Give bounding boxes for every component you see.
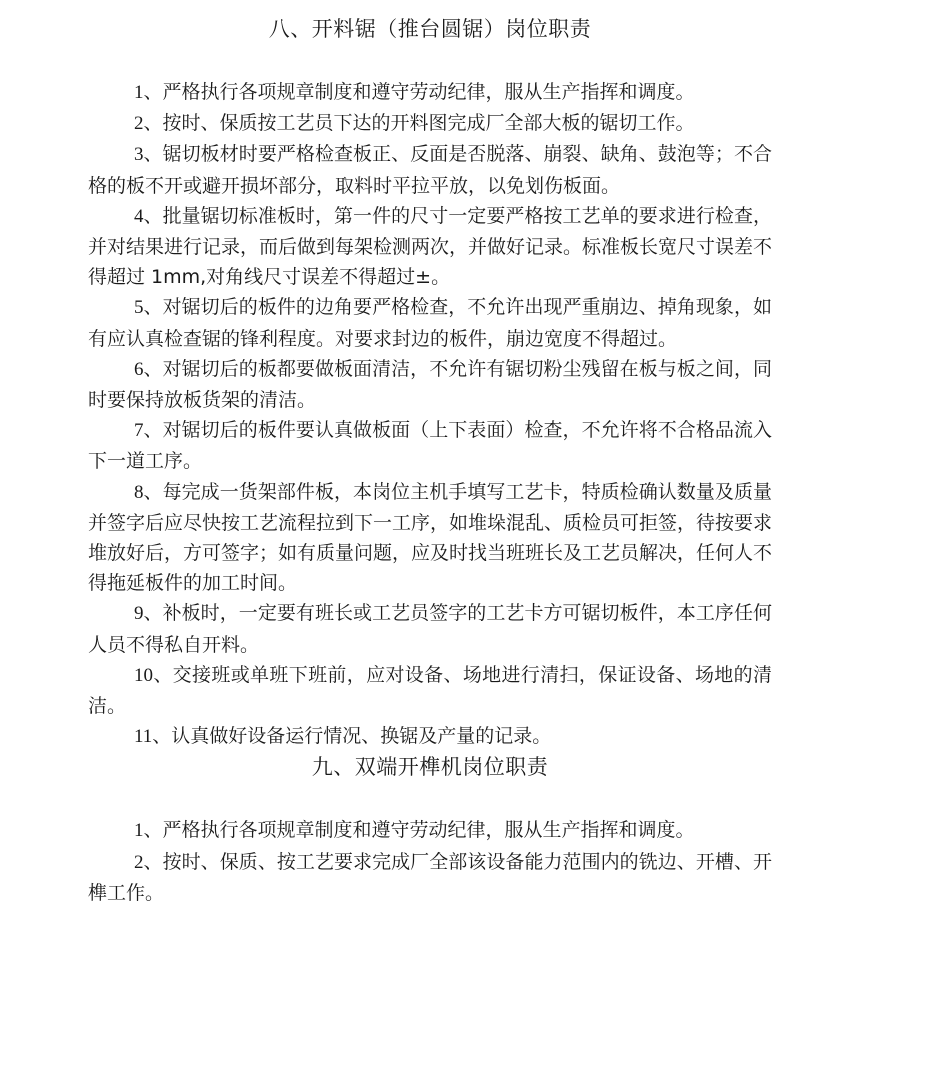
duty-item-8-4: 4、批量锯切标准板时，第一件的尺寸一定要严格按工艺单的要求进行检查，并对结果进行记录，而后做到每架检测两次，并做好记录。标准板长宽尺寸误差不得超过 1mm,对角线尺寸误差不得超过±。 <box>88 204 773 289</box>
section-title-9: 九、双端开榫机岗位职责 <box>311 755 549 780</box>
section-spacer <box>88 44 772 77</box>
duty-item-8-5: 5、对锯切后的板件的边角要严格检查，不允许出现严重崩边、掉角现象，如有应认真检查锯的锋利程度。对要求封边的板件，崩边宽度不得超过。 <box>88 296 772 350</box>
duty-item-8-6: 6、对锯切后的板都要做板面清洁，不允许有锯切粉尘残留在板与板之间，同时要保持放板货架的清洁。 <box>88 357 772 412</box>
duty-item-9-1: 1、严格执行各项规章制度和遵守劳动纪律，服从生产指挥和调度。 <box>134 819 695 842</box>
duty-item-8-8: 8、每完成一货架部件板，本岗位主机手填写工艺卡，特质检确认数量及质量并签字后应尽快按工艺流程拉到下一工序，如堆垛混乱、质检员可拒签，待按要求堆放好后，方可签字；如有质量问题，应及时找当班班长及工艺员解决，任何人不得拖延板件的加工时间。 <box>88 480 773 595</box>
section-title-8: 八、开料锯（推台圆锯）岗位职责 <box>268 17 592 41</box>
document-page <box>88 14 772 908</box>
duty-item-8-9: 9、补板时，一定要有班长或工艺员签字的工艺卡方可锯切板件，本工序任何人员不得私自开料。 <box>88 602 772 656</box>
duty-item-9-2: 2、按时、保质、按工艺要求完成厂全部该设备能力范围内的铣边、开槽、开榫工作。 <box>88 850 772 904</box>
section-spacer <box>88 782 772 815</box>
duty-item-8-2: 2、按时、保质按工艺员下达的开料图完成厂全部大板的锯切工作。 <box>134 112 695 135</box>
duty-item-8-1: 1、严格执行各项规章制度和遵守劳动纪律，服从生产指挥和调度。 <box>134 81 695 103</box>
duty-item-8-11: 11、认真做好设备运行情况、换锯及产量的记录。 <box>134 725 552 748</box>
duty-item-8-3: 3、锯切板材时要严格检查板正、反面是否脱落、崩裂、缺角、鼓泡等；不合格的板不开或避开损坏部分，取料时平拉平放，以免划伤板面。 <box>88 143 772 197</box>
duty-item-8-10: 10、交接班或单班下班前，应对设备、场地进行清扫，保证设备、场地的清洁。 <box>88 663 772 718</box>
duty-item-8-7: 7、对锯切后的板件要认真做板面（上下表面）检查，不允许将不合格品流入下一道工序。 <box>88 419 772 473</box>
